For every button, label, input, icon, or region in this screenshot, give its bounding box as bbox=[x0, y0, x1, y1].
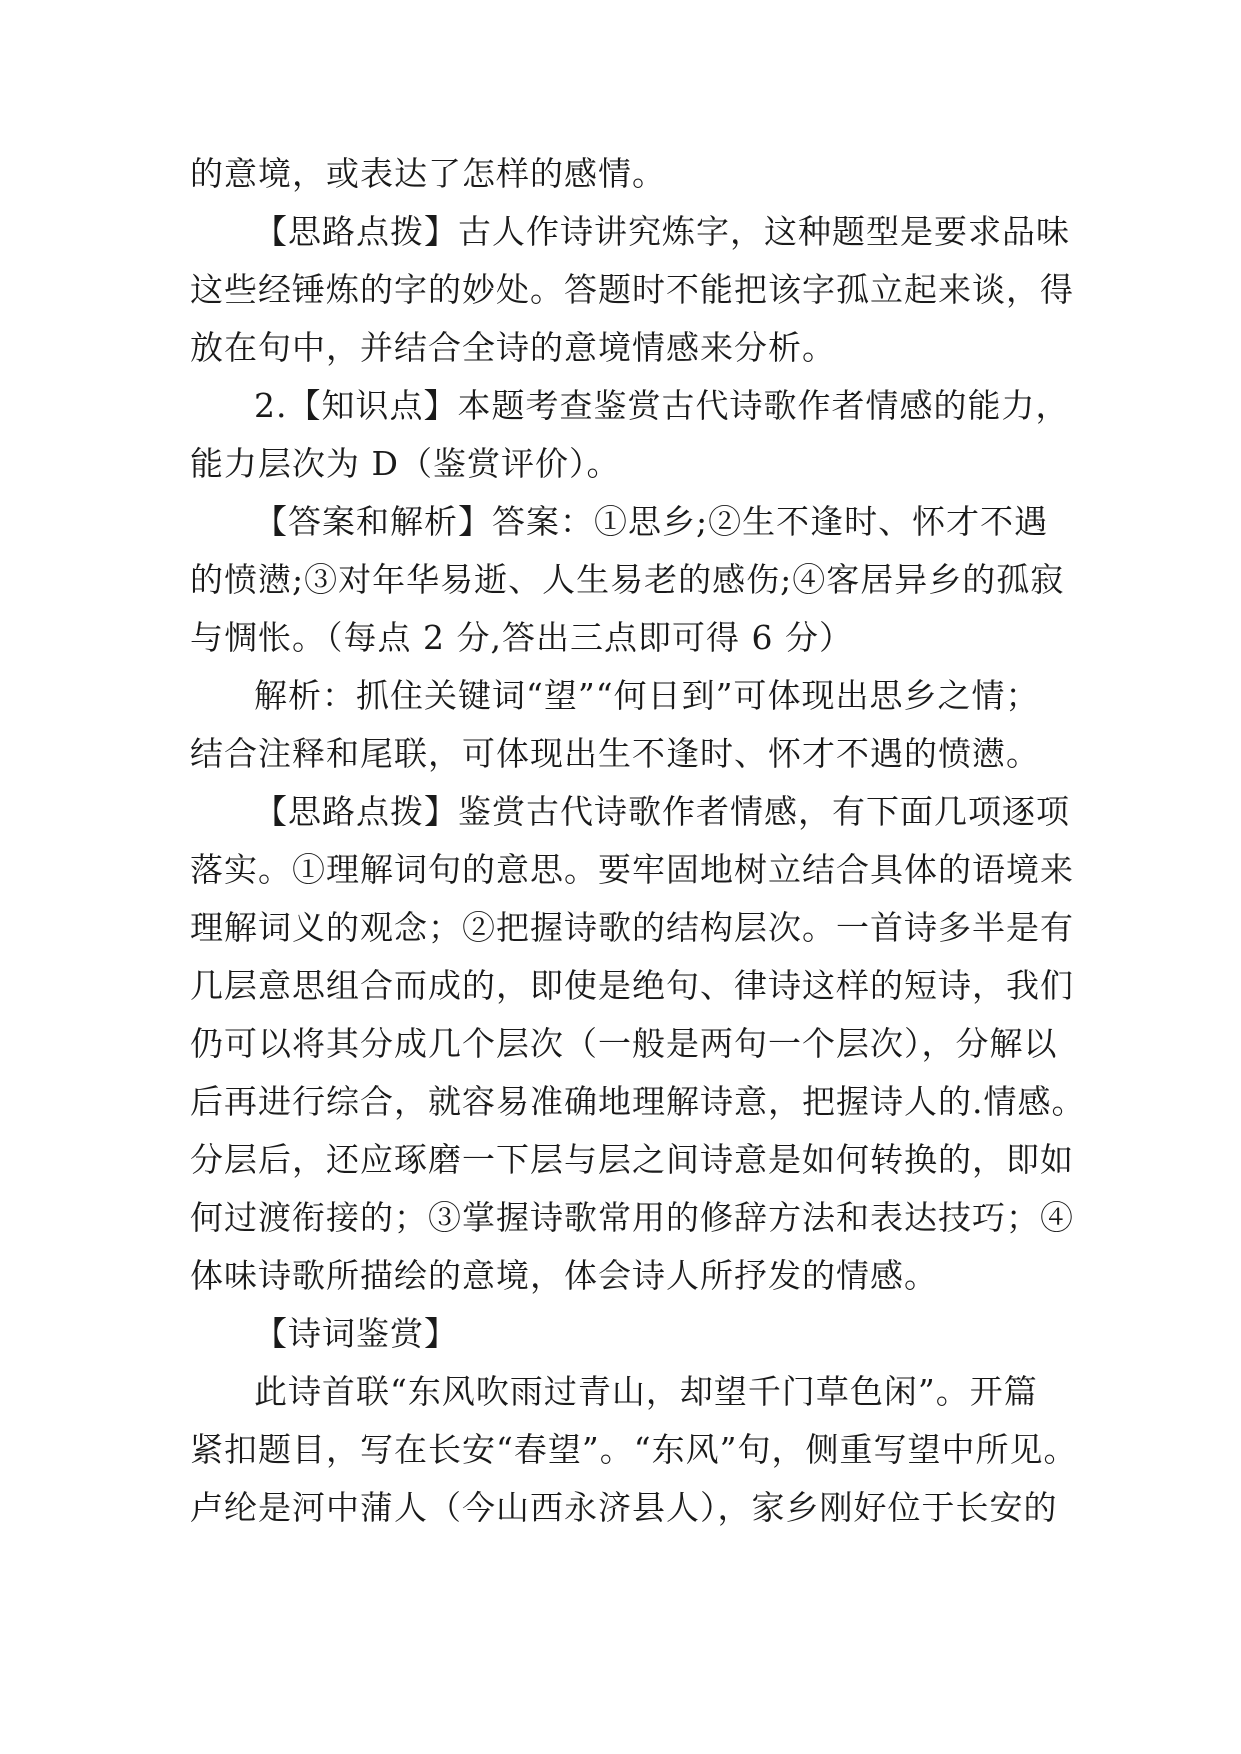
text-line: 【答案和解析】答案：①思乡;②生不逢时、怀才不遇 bbox=[254, 502, 1049, 541]
text-line: 落实。①理解词句的意思。要牢固地树立结合具体的语境来 bbox=[190, 850, 1074, 889]
text-line: 解析：抓住关键词“望”“何日到”可体现出思乡之情； bbox=[254, 676, 1040, 715]
text-line: 2.【知识点】本题考查鉴赏古代诗歌作者情感的能力， bbox=[254, 386, 1070, 425]
text-line: 分层后，还应琢磨一下层与层之间诗意是如何转换的，即如 bbox=[190, 1140, 1074, 1179]
text-line: 此诗首联“东风吹雨过青山，却望千门草色闲”。开篇 bbox=[254, 1372, 1038, 1411]
text-line: 卢纶是河中蒲人（今山西永济县人），家乡刚好位于长安的 bbox=[190, 1488, 1058, 1527]
text-line: 与惆怅。（每点 2 分,答出三点即可得 6 分） bbox=[190, 618, 853, 657]
text-line: 的愤懑;③对年华易逝、人生易老的感伤;④客居异乡的孤寂 bbox=[190, 560, 1065, 599]
text-line: 能力层次为 D（鉴赏评价）。 bbox=[190, 444, 621, 483]
text-line: 几层意思组合而成的，即使是绝句、律诗这样的短诗，我们 bbox=[190, 966, 1074, 1005]
text-line: 放在句中，并结合全诗的意境情感来分析。 bbox=[190, 328, 836, 367]
text-line: 的意境，或表达了怎样的感情。 bbox=[190, 154, 666, 193]
text-line: 【诗词鉴赏】 bbox=[254, 1314, 458, 1353]
text-line: 紧扣题目，写在长安“春望”。“东风”句，侧重写望中所见。 bbox=[190, 1430, 1078, 1469]
text-line: 理解词义的观念；②把握诗歌的结构层次。一首诗多半是有 bbox=[190, 908, 1074, 947]
text-line: 【思路点拨】古人作诗讲究炼字，这种题型是要求品味 bbox=[254, 212, 1070, 251]
text-line: 何过渡衔接的；③掌握诗歌常用的修辞方法和表达技巧；④ bbox=[190, 1198, 1074, 1237]
text-line: 仍可以将其分成几个层次（一般是两句一个层次），分解以 bbox=[190, 1024, 1058, 1063]
text-line: 体味诗歌所描绘的意境，体会诗人所抒发的情感。 bbox=[190, 1256, 938, 1295]
document-body bbox=[190, 145, 1086, 1537]
text-line: 后再进行综合，就容易准确地理解诗意，把握诗人的.情感。 bbox=[190, 1082, 1086, 1121]
text-line: 结合注释和尾联，可体现出生不逢时、怀才不遇的愤懑。 bbox=[190, 734, 1040, 773]
text-line: 这些经锤炼的字的妙处。答题时不能把该字孤立起来谈，得 bbox=[190, 270, 1074, 309]
text-line: 【思路点拨】鉴赏古代诗歌作者情感，有下面几项逐项 bbox=[254, 792, 1070, 831]
